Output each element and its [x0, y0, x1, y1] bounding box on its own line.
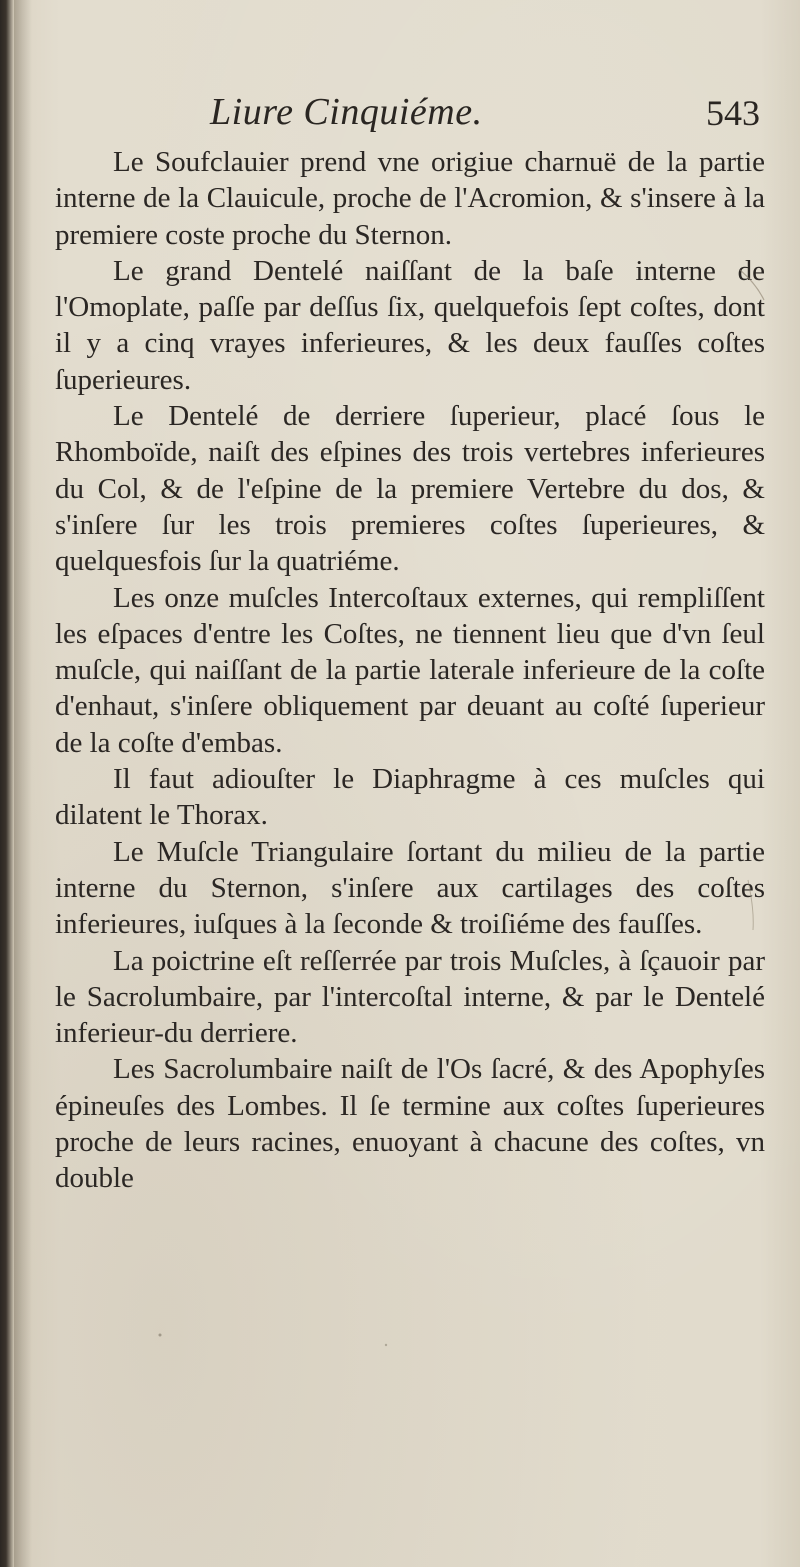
paragraph-triangulaire: Le Muſcle Triangulaire ſortant du milieu de la partie interne du Sternon, s'inſere aux cartilages des coſtes inferieures, iuſques à la ſeconde & troiſiéme des fauſſes. [55, 835, 765, 941]
page-number: 543 [706, 93, 760, 133]
paragraph-poictrine: La poictrine eſt reſſerrée par trois Muſcles, à ſçauoir par le Sacrolumbaire, par l'intercoſtal interne, & par le Dentelé inferieur-du derriere. [55, 944, 765, 1050]
binding-gutter [0, 0, 14, 1567]
running-title: Liure Cinquiéme. [210, 91, 483, 133]
page-edge-shadow [14, 0, 32, 1567]
paragraph-diaphragme: Il faut adiouſter le Diaphragme à ces muſcles qui dilatent le Thorax. [55, 763, 765, 832]
paragraph-sacrolumbaire: Les Sacrolumbaire naiſt de l'Os ſacré, & des Apophyſes épineuſes des Lombes. Il ſe termine aux coſtes ſuperieures proche de leurs racines, enuoyant à chacune des coſtes, vn double [55, 1053, 765, 1195]
paragraph-grand-dentele: Le grand Dentelé naiſſant de la baſe interne de l'Omoplate, paſſe par deſſus ſix, quelquefois ſept coſtes, dont il y a cinq vrayes inferieures, & les deux fauſſes coſtes ſuperieures. [55, 254, 765, 396]
page-body [55, 144, 765, 1197]
paragraph-intercostaux: Les onze muſcles Intercoſtaux externes, qui rempliſſent les eſpaces d'entre les Coſtes, ne tiennent lieu que d'vn ſeul muſcle, qui naiſſant de la partie laterale inferieure de la coſte d'enhaut, s'inſere obliquement par deuant au coſté ſuperieur de la coſte d'embas. [55, 581, 765, 759]
paragraph-subclavius: Le Soufclauier prend vne origiue charnuë de la partie interne de la Clauicule, proche de l'Acromion, & s'insere à la premiere coste proche du Sternon. [55, 146, 765, 251]
paragraph-dentele-superieur: Le Dentelé de derriere ſuperieur, placé ſous le Rhomboïde, naiſt des eſpines des trois vertebres inferieures du Col, & de l'eſpine de la premiere Vertebre du dos, & s'inſere ſur les trois premieres coſtes ſuperieures, & quelquesfois ſur la quatriéme. [55, 400, 765, 578]
page-header [200, 90, 780, 150]
